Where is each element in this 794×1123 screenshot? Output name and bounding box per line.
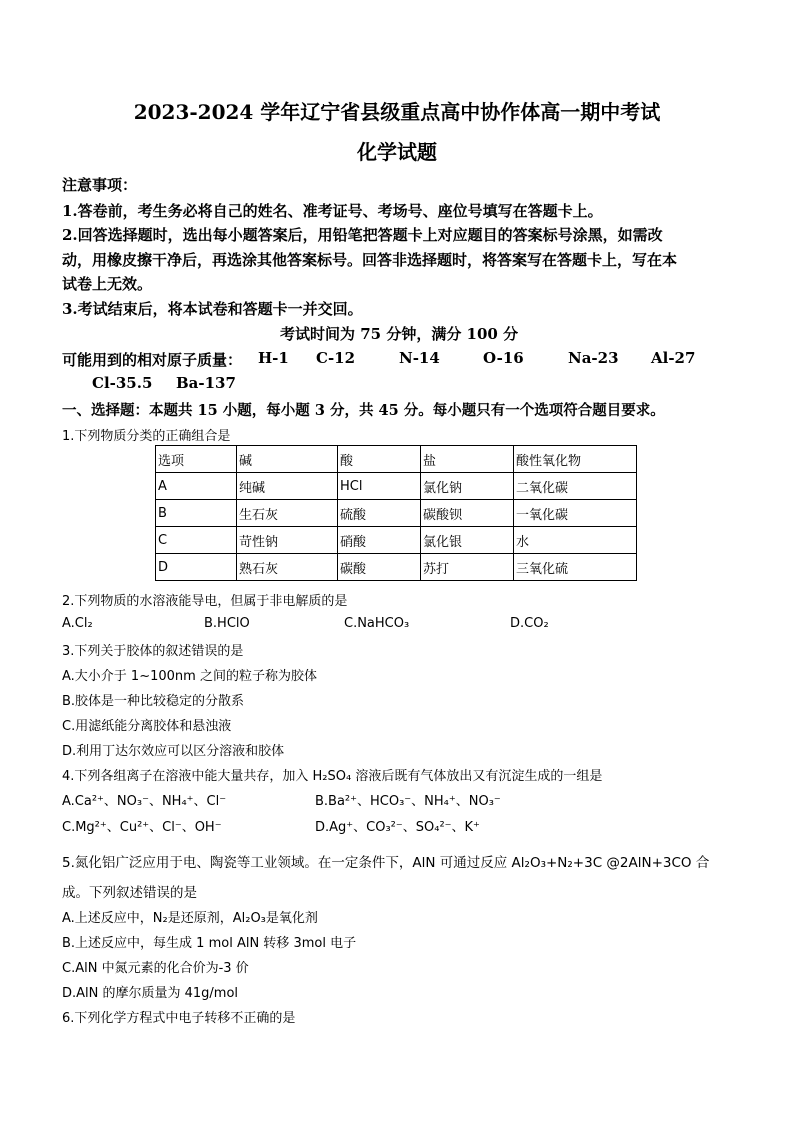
table-cell: 熟石灰 [237, 554, 338, 581]
atomic-mass-o: O-16 [483, 349, 524, 367]
table-cell: 苛性钠 [237, 527, 338, 554]
q5-stem-b: 成。下列叙述错误的是 [62, 885, 197, 901]
q4-option-d: D.Ag⁺、CO₃²⁻、SO₄²⁻、K⁺ [315, 820, 480, 835]
table-cell: 三氧化硫 [514, 554, 637, 581]
table-cell: B [156, 500, 237, 527]
notes-heading: 注意事项： [62, 176, 138, 194]
q3-option-a: A.大小介于 1~100nm 之间的粒子称为胶体 [62, 669, 317, 684]
table-cell: 苏打 [421, 554, 514, 581]
q4-option-b: B.Ba²⁺、HCO₃⁻、NH₄⁺、NO₃⁻ [315, 794, 501, 809]
atomic-mass-ba: Ba-137 [176, 374, 236, 392]
q5-option-d: D.AlN 的摩尔质量为 41g/mol [62, 986, 239, 1001]
table-cell: D [156, 554, 237, 581]
table-cell: HCl [338, 473, 421, 500]
atomic-mass-al: Al-27 [651, 349, 696, 367]
atomic-mass-cl: Cl-35.5 [92, 374, 153, 392]
table-header-cell: 酸 [338, 446, 421, 473]
table-row [156, 500, 637, 527]
section-1-heading: 一、选择题：本题共 15 小题，每小题 3 分，共 45 分。每小题只有一个选项符合题目要求。 [62, 402, 665, 419]
q3-option-b: B.胶体是一种比较稳定的分散系 [62, 694, 245, 709]
table-row [156, 473, 637, 500]
note-2b: 动，用橡皮擦干净后，再选涂其他答案标号。回答非选择题时，将答案写在答题卡上，写在本 [62, 251, 678, 269]
table-header-cell: 选项 [156, 446, 237, 473]
q2-option-d: D.CO₂ [510, 616, 549, 631]
note-3: 3.考试结束后，将本试卷和答题卡一并交回。 [62, 300, 363, 318]
table-cell: A [156, 473, 237, 500]
atomic-mass-na: Na-23 [568, 349, 619, 367]
table-header-cell: 碱 [237, 446, 338, 473]
table-header-cell: 酸性氧化物 [514, 446, 637, 473]
exam-subtitle: 化学试题 [357, 140, 437, 164]
atomic-mass-n: N-14 [399, 349, 440, 367]
table-cell: 氯化银 [421, 527, 514, 554]
q1-stem: 1.下列物质分类的正确组合是 [62, 429, 231, 444]
q5-option-c: C.AlN 中氮元素的化合价为-3 价 [62, 961, 249, 976]
note-2c: 试卷上无效。 [62, 275, 153, 293]
table-cell: C [156, 527, 237, 554]
q5-option-b: B.上述反应中，每生成 1 mol AlN 转移 3mol 电子 [62, 936, 357, 951]
note-2a: 2.回答选择题时，选出每小题答案后，用铅笔把答题卡上对应题目的答案标号涂黑，如需改 [62, 226, 663, 244]
q3-option-c: C.用滤纸能分离胶体和悬浊液 [62, 719, 232, 734]
q2-option-a: A.Cl₂ [62, 616, 93, 631]
q6-stem: 6.下列化学方程式中电子转移不正确的是 [62, 1011, 296, 1026]
q1-classification-table [155, 445, 637, 581]
q2-stem: 2.下列物质的水溶液能导电，但属于非电解质的是 [62, 594, 348, 609]
q3-option-d: D.利用丁达尔效应可以区分溶液和胶体 [62, 744, 285, 759]
table-cell: 纯碱 [237, 473, 338, 500]
q4-option-a: A.Ca²⁺、NO₃⁻、NH₄⁺、Cl⁻ [62, 794, 227, 809]
q5-stem-a: 5.氮化铝广泛应用于电、陶瓷等工业领域。在一定条件下，AlN 可通过反应 Al₂O₃+N₂+3C @2AlN+3CO 合 [62, 855, 710, 871]
q2-option-b: B.HClO [204, 616, 250, 631]
table-header-row [156, 446, 637, 473]
q5-option-a: A.上述反应中，N₂是还原剂，Al₂O₃是氧化剂 [62, 911, 318, 926]
table-cell: 碳酸钡 [421, 500, 514, 527]
q4-stem: 4.下列各组离子在溶液中能大量共存，加入 H₂SO₄ 溶液后既有气体放出又有沉淀生成的一组是 [62, 769, 603, 784]
exam-title: 2023-2024 学年辽宁省县级重点高中协作体高一期中考试 [133, 100, 661, 124]
exam-time: 考试时间为 75 分钟，满分 100 分 [280, 325, 519, 343]
table-cell: 硫酸 [338, 500, 421, 527]
note-1: 1.答卷前，考生务必将自己的姓名、准考证号、考场号、座位号填写在答题卡上。 [62, 202, 603, 220]
table-cell: 一氧化碳 [514, 500, 637, 527]
table-cell: 生石灰 [237, 500, 338, 527]
q3-stem: 3.下列关于胶体的叙述错误的是 [62, 644, 244, 659]
table-cell: 氯化钠 [421, 473, 514, 500]
atomic-mass-c: C-12 [316, 349, 356, 367]
table-row [156, 554, 637, 581]
table-header-cell: 盐 [421, 446, 514, 473]
q2-option-c: C.NaHCO₃ [344, 616, 410, 631]
atomic-mass-label: 可能用到的相对原子质量： [62, 351, 243, 369]
table-cell: 碳酸 [338, 554, 421, 581]
table-row [156, 527, 637, 554]
table-cell: 水 [514, 527, 637, 554]
q4-option-c: C.Mg²⁺、Cu²⁺、Cl⁻、OH⁻ [62, 820, 222, 835]
table-cell: 硝酸 [338, 527, 421, 554]
atomic-mass-h: H-1 [258, 349, 289, 367]
table-cell: 二氧化碳 [514, 473, 637, 500]
